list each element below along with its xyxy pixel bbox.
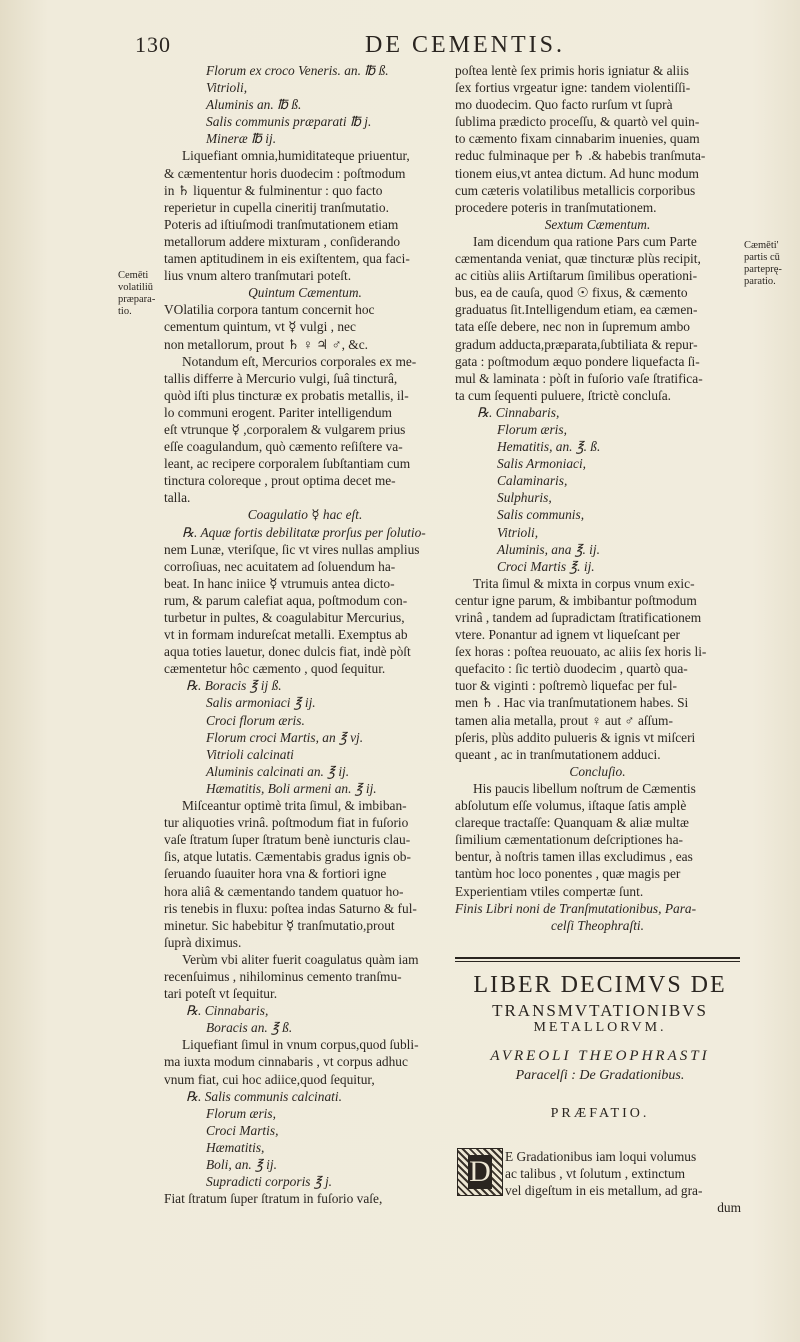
- section-heading: Sextum Cæmentum.: [544, 216, 651, 232]
- text-line: non metallorum, prout ♄ ♀ ♃ ♂, &c.: [164, 336, 369, 352]
- text-line: cæmentanda veniat, quæ tincturæ plùs recipit,: [455, 251, 701, 267]
- text-line: hora aliâ & cæmentando tandem quatuor ho-: [164, 883, 404, 899]
- recipe-line: Florum æris,: [206, 1105, 276, 1121]
- text-line: in ♄ liquentur & fulminentur : quo facto: [164, 182, 383, 198]
- text-line: ris tenebis in fluxu: poſtea indas Saturno & ful-: [164, 900, 417, 916]
- divider-rule: [455, 961, 740, 962]
- text-line: eſſe coagulandum, quò cæmento reſiſtere va-: [164, 439, 403, 455]
- text-line: cæmentetur hôc cæmento , quod ſequitur.: [164, 661, 386, 677]
- text-line: Poteris ad iſtiuſmodi tranſmutationem etiam: [164, 216, 399, 232]
- text-line: ſublima prædicto proceſſu, & quartò vel quin-: [455, 114, 700, 130]
- text-line: tari poteſt vt ſequitur.: [164, 986, 278, 1002]
- text-line: queant , ac in tranſmutationem adduci.: [455, 746, 661, 762]
- text-line: turbetur in pultes, & coagulabitur Mercurius,: [164, 610, 405, 625]
- preface-heading: PRÆFATIO.: [550, 1106, 650, 1121]
- recipe-line: Salis communis,: [497, 507, 585, 523]
- margin-line: partis cū: [744, 252, 780, 263]
- text-line: E Gradationibus iam loqui volumus: [505, 1149, 697, 1164]
- text-line: reduc fulminaque per ♄ .& habebis tranſmuta-: [455, 148, 706, 164]
- section-heading: Coagulatio ☿ hac eſt.: [247, 507, 363, 523]
- text-line: pſeris, plùs addito pulueris & ignis vt miſceri: [455, 729, 696, 745]
- text-line: lius vnum altero tranſmutari poteſt.: [164, 268, 352, 284]
- text-line: quefacito : ſic tertiò duodecim , quartò qua-: [455, 661, 688, 677]
- text-line: Mineræ ℔ ij.: [206, 131, 277, 147]
- text-line: centur igne parum, & imbibantur poſtmodum: [455, 592, 697, 608]
- finis-line: Finis Libri noni de Tranſmutationibus, Para-: [455, 900, 697, 916]
- text-line: Liquefiant ſimul in vnum corpus,quod ſubli-: [182, 1037, 419, 1053]
- text-line: recenſuimus , nihilominus cemento tranſmu-: [164, 968, 402, 984]
- text-line: quòd iſti plus tincturæ ex probatis metallis, il-: [164, 387, 409, 403]
- text-line: Salis communis præparati ℔ j.: [206, 114, 372, 130]
- recipe-line: Hæmatitis,: [206, 1139, 265, 1155]
- text-line: bus, ea de cauſa, quod ☉ fixus, & cæmento: [455, 285, 688, 301]
- section-heading: Quintum Cæmentum.: [248, 285, 362, 301]
- text-line: ta cum ſequenti puluere, ſtrictè concluſa.: [455, 387, 672, 403]
- recipe-line: Croci Martis ℥. ij.: [497, 558, 595, 574]
- text-line: aqua toties lauetur, donec dulcis fiat, indè pòſt: [164, 644, 411, 660]
- text-line: ſex fortius vrgeatur igne: tandem violentiſſi-: [455, 80, 691, 96]
- text-line: vnum fiat, cui hoc adiice,quod ſequitur,: [164, 1071, 375, 1087]
- recipe-line: Hæmatitis, Boli armeni an. ℥ ij.: [206, 780, 377, 796]
- book-title-line2: TRANSMVTATIONIBVS: [492, 1001, 708, 1020]
- text-line: vtere. Ponantur ad ignem vt liqueſcant per: [455, 627, 680, 643]
- text-line: tuor & viginti : poſtremò liquefac per ful-: [455, 678, 678, 694]
- recipe-line: Florum croci Martis, an ℥ vj.: [206, 729, 364, 745]
- recipe-line: Calaminaris,: [497, 473, 568, 489]
- recipe-line: Croci Martis,: [206, 1122, 279, 1138]
- text-line: tantùm hoc loco ponentes , quæ magis per: [455, 866, 681, 882]
- text-line: Florum ex croco Veneris. an. ℔ ß.: [206, 63, 389, 78]
- text-line: gradum adducta,præparata,ſubtiliata & repur-: [455, 336, 698, 352]
- text-line: Iam dicendum qua ratione Pars cum Parte: [473, 233, 697, 249]
- text-line: ſex horas : poſtea reuouato, ac aliis ſex horis li-: [455, 644, 707, 660]
- text-line: minetur. Sic habebitur ☿ tranſmutatio,prout: [164, 917, 395, 933]
- recipe-line: Florum æris,: [497, 421, 567, 437]
- text-line: Vitrioli,: [206, 80, 248, 96]
- text-line: eſt vtrunque ☿ ,corporalem & vulgarem prius: [164, 421, 406, 437]
- text-line: ac talibus , vt ſolutum , extinctum: [505, 1166, 686, 1182]
- text-line: VOlatilia corpora tantum concernit hoc: [164, 302, 375, 318]
- book-title: LIBER DECIMVS DE: [473, 972, 727, 998]
- page-number: 130: [135, 32, 171, 57]
- text-line: ac citiùs aliis Artiſtarum ſimilibus operationi-: [455, 268, 698, 284]
- margin-line: Cæmēti': [744, 240, 779, 251]
- recipe-line: Aluminis, ana ℥. ij.: [497, 541, 600, 557]
- text-line: vel digeſtum in eis metallum, ad gra-: [505, 1183, 703, 1199]
- text-line: tinctura coloreque , prout optima decet me-: [164, 473, 396, 489]
- recipe-line: ℞. Salis communis calcinati.: [186, 1088, 342, 1104]
- right-column: [455, 62, 740, 934]
- text-line: bentur, à noſtris tamen illas excludimus , eas: [455, 849, 693, 865]
- recipe-line: Sulphuris,: [497, 490, 552, 506]
- text-line: nem Lunæ, vteriſque, ſic vt vires nullas amplius: [164, 541, 420, 557]
- text-line: clareque tractaſſe: Quanquam & aliæ multæ: [455, 815, 689, 831]
- recipe-line: Hematitis, an. ℥. ß.: [497, 439, 601, 455]
- text-line: procedere poteris in tranſmutationem.: [455, 199, 657, 215]
- text-line: beat. In hanc iniice ☿ vtrumuis antea dicto-: [164, 575, 395, 591]
- recipe-line: Vitrioli,: [497, 524, 539, 540]
- text-line: ma iuxta modum cinnabaris , vt corpus adhuc: [164, 1054, 408, 1070]
- text-line: Miſceantur optimè trita ſimul, & imbiban-: [182, 798, 407, 814]
- recipe-line: Aluminis calcinati an. ℥ ij.: [206, 763, 350, 779]
- text-line: vaſe ſtratum ſuper ſtratum benè iuncturis clau-: [164, 832, 411, 848]
- text-line: cum cæteris volatilibus metallicis corporibus: [455, 182, 696, 198]
- margin-line: parteprę-: [744, 264, 782, 275]
- section-heading: Concluſio.: [569, 763, 626, 779]
- text-line: tionem eius,vt antea dictum. Ad hunc modum: [455, 165, 699, 181]
- text-line: Fiat ſtratum ſuper ſtratum in fuſorio vaſe,: [164, 1191, 383, 1207]
- margin-note-left: [118, 270, 162, 318]
- left-column: [164, 62, 446, 1207]
- text-line: ſimilium cæmentationum deſcriptiones ha-: [455, 832, 683, 848]
- dropcap-letter: D: [469, 1155, 491, 1188]
- margin-line: volatiliū: [118, 282, 153, 293]
- text-line: Trita ſimul & mixta in corpus vnum exic-: [473, 575, 695, 591]
- catchword: dum: [717, 1200, 741, 1216]
- ornamental-initial: [457, 1148, 503, 1196]
- text-line: corroſiuas, nec acuitatem ad ſoluendum ha-: [164, 558, 396, 574]
- recipe-line: ℞. Boracis ℥ ij ß.: [186, 678, 282, 694]
- margin-line: præpara-: [118, 294, 156, 305]
- margin-note-right: [744, 240, 792, 288]
- text-line: tamen aptitudinem in eis exiſtentem, qua faci-: [164, 251, 410, 267]
- recipe-line: ℞. Cinnabaris,: [186, 1003, 269, 1019]
- text-line: Aluminis an. ℔ ß.: [206, 97, 302, 113]
- text-line: ſeruando ſuauiter hora vna & fortiori igne: [164, 866, 387, 882]
- text-line: tur aliquoties vrinâ. poſtmodum fiat in fuſorio: [164, 815, 409, 831]
- recipe-line: Salis Armoniaci,: [497, 456, 587, 472]
- text-line: talla.: [164, 490, 191, 506]
- text-line: tata eſſe debere, nec non in ſupremum ambo: [455, 319, 690, 335]
- text-line: abſolutum eſſe volumus, iſtaque ſatis amplè: [455, 798, 687, 814]
- text-line: cementum quintum, vt ☿ vulgi , nec: [164, 319, 356, 335]
- text-line: to cæmento fixam cinnabarim inuenies, quam: [455, 131, 700, 147]
- text-line: Verùm vbi aliter fuerit coagulatus quàm iam: [182, 951, 419, 967]
- text-line: graduatus ſit.Intelligendum etiam, ea cæmen-: [455, 302, 698, 318]
- text-line: rum, & parum calefiat aqua, poſtmodum con-: [164, 592, 408, 608]
- margin-line: Cemēti: [118, 270, 149, 281]
- text-line: Liquefiant omnia,humiditateque priuentur,: [182, 148, 410, 164]
- text-line: Experientiam vtiles compertæ ſunt.: [455, 883, 644, 899]
- text-line: lo communi erogent. Pariter intelligendum: [164, 404, 392, 420]
- text-line: vrinâ , tandem ad ſupradictam ſtratificationem: [455, 610, 702, 625]
- divider-rule: [455, 957, 740, 959]
- text-line: tamen alia metalla, prout ♀ aut ♂ aſſum-: [455, 712, 673, 728]
- text-line: leant, ac recipere corporalem ſubſtantiam cum: [164, 456, 411, 472]
- text-line: mo duodecim. Quo facto rurſum vt ſuprà: [455, 97, 673, 113]
- running-title: DE CEMENTIS.: [365, 32, 565, 58]
- finis-line: celſi Theophraſti.: [551, 917, 644, 933]
- text-line: mul & laminata : pòſt in fuſorio vaſe ſtratifica-: [455, 370, 703, 386]
- recipe-line: Croci florum æris.: [206, 712, 305, 728]
- page-header: [135, 32, 735, 62]
- book-title-line3: METALLORVM.: [533, 1020, 667, 1035]
- text-line: vt in formam indureſcat metalli. Exemptus ab: [164, 627, 408, 643]
- text-line: ſis, atque lutatis. Cæmentabis gradus ignis ob-: [164, 849, 411, 865]
- text-line: His paucis libellum noſtrum de Cæmentis: [473, 780, 696, 796]
- text-line: poſtea lentè ſex primis horis igniatur & aliis: [455, 63, 689, 78]
- author-line: AVREOLI THEOPHRASTI: [490, 1048, 710, 1064]
- text-line: reperietur in cupella cineritij tranſmutatio.: [164, 199, 389, 215]
- recipe-line: Vitrioli calcinati: [206, 746, 294, 762]
- text-line: & cæmententur horis duodecim : poſtmodum: [164, 165, 406, 181]
- recipe-line: Boli, an. ℥ ij.: [206, 1157, 277, 1172]
- margin-line: paratio.: [744, 276, 776, 287]
- text-line: gata : poſtmodum æquo pondere liquefacta ſi-: [455, 353, 700, 369]
- recipe-line: Supradicti corporis ℥ j.: [206, 1174, 333, 1190]
- text-line: Notandum eſt, Mercurios corporales ex me-: [182, 353, 417, 369]
- margin-line: tio.: [118, 306, 132, 317]
- preface-text: [505, 1148, 741, 1216]
- recipe-line: Boracis an. ℥ ß.: [206, 1020, 293, 1036]
- text-line: men ♄ . Hac via tranſmutationem habes. Si: [455, 695, 689, 711]
- text-line: ℞. Aquæ fortis debilitatæ prorſus per ſolutio-: [182, 524, 426, 540]
- recipe-line: Salis armoniaci ℥ ij.: [206, 695, 316, 711]
- text-line: metallorum addere mixturam , conſiderando: [164, 233, 401, 249]
- recipe-line: ℞. Cinnabaris,: [477, 404, 560, 420]
- text-line: ſuprà diximus.: [164, 934, 242, 950]
- subtitle-line: Paracelſi : De Gradationibus.: [515, 1068, 685, 1083]
- text-line: tallis differre à Mercurio vulgi, ſuâ tincturâ,: [164, 370, 398, 386]
